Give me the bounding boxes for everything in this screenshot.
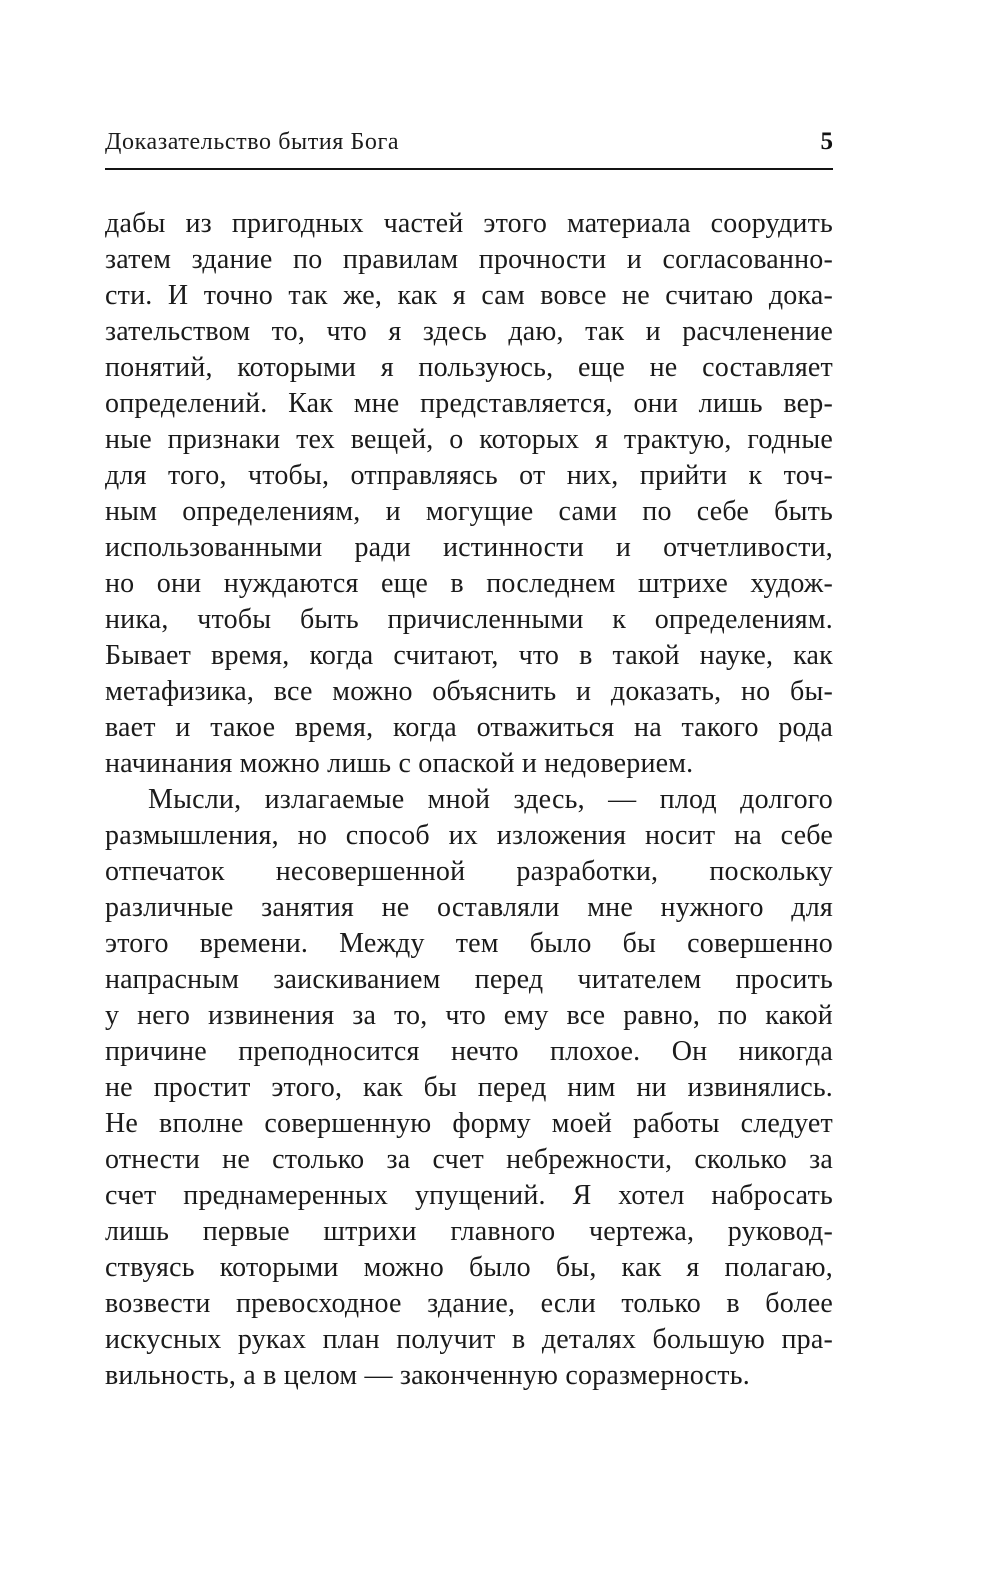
text-line: счет преднамеренных упущений. Я хотел набросать (105, 1180, 833, 1211)
text-line: этого времени. Между тем было бы совершенно (105, 928, 833, 959)
text-line: ствуясь которыми можно было бы, как я полагаю, (105, 1252, 833, 1283)
text-line: ные признаки тех вещей, о которых я трактую, годные (105, 424, 833, 455)
text-line: отнести не столько за счет небрежности, сколько за (105, 1144, 833, 1175)
text-line: отпечаток несовершенной разработки, поскольку (105, 856, 833, 887)
text-line: лишь первые штрихи главного чертежа, руковод- (105, 1216, 833, 1247)
text-line: ника, чтобы быть причисленными к определениям. (105, 604, 833, 635)
text-line: напрасным заискиванием перед читателем просить (105, 964, 833, 995)
text-line: понятий, которыми я пользуюсь, еще не составляет (105, 352, 833, 383)
text-line: искусных руках план получит в деталях большую пра- (105, 1324, 833, 1355)
text-line: у него извинения за то, что ему все равно, по какой (105, 1000, 833, 1031)
text-line: различные занятия не оставляли мне нужного для (105, 892, 833, 923)
text-line: дабы из пригодных частей этого материала соорудить (105, 208, 833, 239)
text-line: затем здание по правилам прочности и согласованно- (105, 244, 833, 275)
paragraph (105, 206, 833, 782)
text-line: сти. И точно так же, как я сам вовсе не считаю дока- (105, 280, 833, 311)
text-line: метафизика, все можно объяснить и доказать, но бы- (105, 676, 833, 707)
text-line: вает и такое время, когда отважиться на такого рода (105, 712, 833, 743)
paragraph (105, 782, 833, 1394)
running-title: Доказательство бытия Бога (105, 129, 400, 155)
text-line: ным определениям, и могущие сами по себе быть (105, 496, 833, 527)
running-header (105, 128, 833, 156)
text-line: зательством то, что я здесь даю, так и расчленение (105, 316, 833, 347)
text-block (105, 206, 833, 1394)
text-line: использованными ради истинности и отчетливости, (105, 532, 833, 563)
text-line: возвести превосходное здание, если только в более (105, 1288, 833, 1319)
text-line: определений. Как мне представляется, они лишь вер- (105, 388, 833, 419)
text-line: размышления, но способ их изложения носит на себе (105, 820, 833, 851)
header-rule (105, 168, 833, 170)
text-line: вильность, а в целом — законченную соразмерность. (105, 1360, 750, 1391)
text-line: не простит этого, как бы перед ним ни извинялись. (105, 1072, 833, 1103)
text-line: Бывает время, когда считают, что в такой науке, как (105, 640, 833, 671)
text-line: Мысли, излагаемые мной здесь, — плод долгого (148, 784, 833, 815)
text-line: для того, чтобы, отправляясь от них, прийти к точ- (105, 460, 833, 491)
text-line: причине преподносится нечто плохое. Он никогда (105, 1036, 833, 1067)
page-number: 5 (820, 128, 833, 155)
text-line: но они нуждаются еще в последнем штрихе худож- (105, 568, 833, 599)
text-line: начинания можно лишь с опаской и недоверием. (105, 748, 694, 779)
text-line: Не вполне совершенную форму моей работы следует (105, 1108, 833, 1139)
